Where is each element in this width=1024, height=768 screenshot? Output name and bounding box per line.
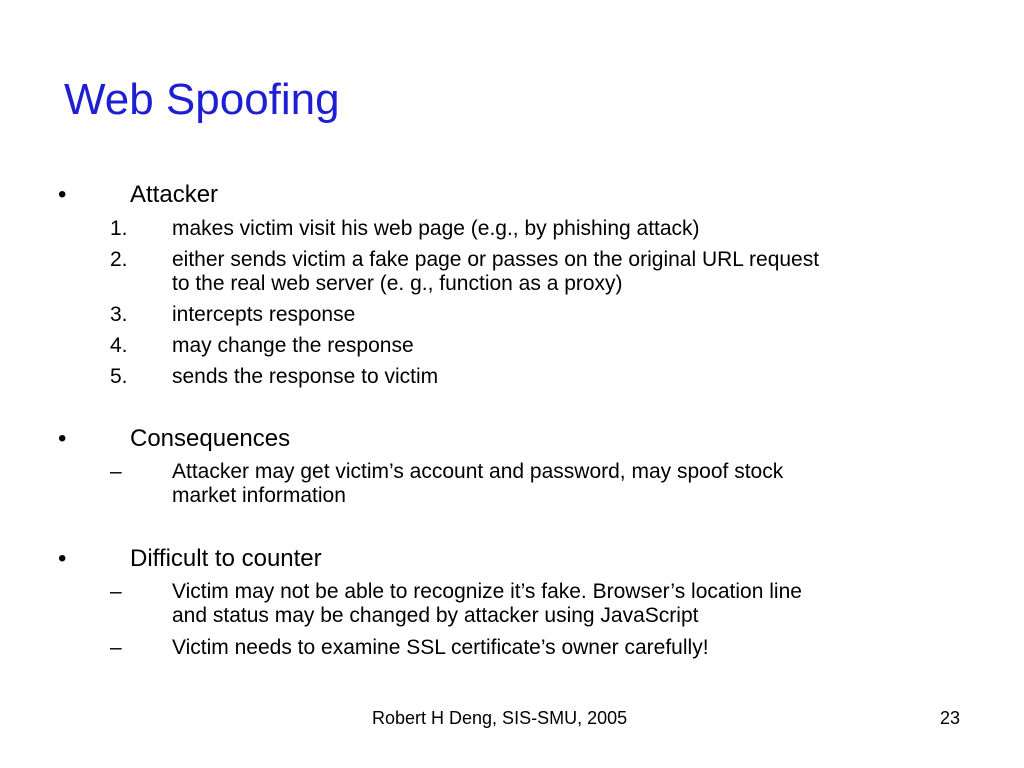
sub-item-line: to the real web server (e. g., function as a proxy) <box>172 272 623 295</box>
sub-item-text <box>172 460 972 508</box>
sub-item-line: makes victim visit his web page (e.g., by phishing attack) <box>172 217 700 240</box>
sub-item-line: intercepts response <box>172 303 356 326</box>
sub-item-line: may change the response <box>172 334 414 357</box>
slide-title: Web Spoofing <box>64 75 340 124</box>
sub-item-line: either sends victim a fake page or passes on the original URL request <box>172 248 820 271</box>
sub-item-text <box>172 217 972 241</box>
sub-item-text <box>172 636 972 660</box>
sub-item-marker: 3. <box>110 303 128 326</box>
bullet-marker: • <box>58 181 67 208</box>
sub-item-marker: 5. <box>110 365 128 388</box>
sub-item-text <box>172 580 972 628</box>
bullet-marker: • <box>58 425 67 452</box>
bullet-marker: • <box>58 545 67 572</box>
sub-item-marker: – <box>110 636 122 659</box>
sub-item-line: and status may be changed by attacker using JavaScript <box>172 604 699 627</box>
sub-item-line: Victim may not be able to recognize it’s fake. Browser’s location line <box>172 580 802 603</box>
footer-credit: Robert H Deng, SIS-SMU, 2005 <box>372 708 628 728</box>
sub-item-line: Attacker may get victim’s account and password, may spoof stock <box>172 460 784 483</box>
bullet-heading: Difficult to counter <box>130 545 322 572</box>
sub-item-line: Victim needs to examine SSL certificate’s owner carefully! <box>172 636 709 659</box>
page-number: 23 <box>940 708 961 728</box>
sub-item-marker: 1. <box>110 217 128 240</box>
sub-item-marker: 2. <box>110 248 128 271</box>
sub-item-marker: – <box>110 580 122 603</box>
sub-item-text <box>172 303 972 327</box>
sub-item-line: market information <box>172 484 346 507</box>
sub-item-text <box>172 334 972 358</box>
sub-item-text <box>172 248 972 296</box>
sub-item-line: sends the response to victim <box>172 365 439 388</box>
bullet-heading: Attacker <box>130 181 219 208</box>
sub-item-marker: – <box>110 460 122 483</box>
bullet-heading: Consequences <box>130 425 291 452</box>
sub-item-marker: 4. <box>110 334 128 357</box>
sub-item-text <box>172 365 972 389</box>
